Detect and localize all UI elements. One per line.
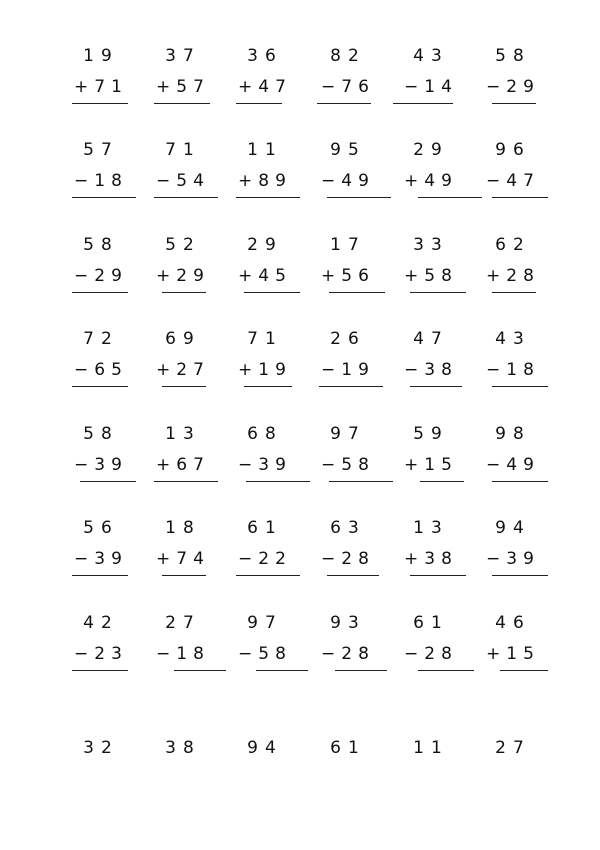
- problem-operand-line: −28: [404, 644, 458, 664]
- problem-operand-line: −39: [74, 455, 128, 475]
- answer-rule: [72, 292, 128, 293]
- math-problem: [398, 329, 464, 399]
- math-problem: [150, 140, 216, 210]
- answer-rule: [335, 670, 387, 671]
- problem-top-number: 93: [330, 613, 366, 633]
- answer-rule: [327, 197, 391, 198]
- problem-top-number: 61: [413, 613, 449, 633]
- problem-operand-line: −39: [486, 549, 540, 569]
- problem-top-number: 43: [413, 46, 449, 66]
- problem-top-number: 17: [330, 235, 366, 255]
- math-problem: [480, 329, 546, 399]
- answer-rule: [317, 103, 371, 104]
- problem-operand-line: −38: [404, 360, 458, 380]
- problem-operand-line: −18: [486, 360, 540, 380]
- math-problem: [232, 613, 298, 683]
- problem-operand-line: +56: [321, 266, 375, 286]
- problem-operand-line: +71: [74, 77, 128, 97]
- answer-rule: [154, 197, 218, 198]
- math-problem: [68, 518, 134, 588]
- answer-rule: [236, 197, 300, 198]
- problem-top-number: 43: [495, 329, 531, 349]
- problem-top-number: 57: [83, 140, 119, 160]
- problem-top-number: 58: [83, 235, 119, 255]
- math-problem: [398, 46, 464, 116]
- problem-top-number: 27: [495, 738, 531, 758]
- problem-top-number: 33: [413, 235, 449, 255]
- answer-rule: [393, 103, 453, 104]
- problem-operand-line: −28: [321, 644, 375, 664]
- math-problem: [398, 140, 464, 210]
- math-problem: [315, 424, 381, 494]
- problem-top-number: 37: [165, 46, 201, 66]
- answer-rule: [236, 575, 300, 576]
- problem-top-number: 19: [83, 46, 119, 66]
- problem-top-number: 29: [247, 235, 283, 255]
- math-problem: [232, 424, 298, 494]
- problem-operand-line: +29: [156, 266, 210, 286]
- problem-operand-line: −29: [486, 77, 540, 97]
- answer-rule: [329, 292, 385, 293]
- problem-operand-line: −49: [321, 171, 375, 191]
- answer-rule: [492, 292, 536, 293]
- problem-operand-line: +49: [404, 171, 458, 191]
- answer-rule: [410, 292, 466, 293]
- answer-rule: [492, 103, 536, 104]
- problem-top-number: 29: [413, 140, 449, 160]
- problem-operand-line: +19: [238, 360, 292, 380]
- math-problem: [480, 235, 546, 305]
- problem-top-number: 94: [495, 518, 531, 538]
- math-problem: [315, 738, 381, 808]
- problem-operand-line: +45: [238, 266, 292, 286]
- problem-operand-line: −28: [321, 549, 375, 569]
- math-problem: [150, 46, 216, 116]
- problem-top-number: 38: [165, 738, 201, 758]
- math-problem: [398, 518, 464, 588]
- problem-operand-line: +15: [404, 455, 458, 475]
- answer-rule: [329, 481, 393, 482]
- problem-operand-line: +67: [156, 455, 210, 475]
- math-problem: [480, 613, 546, 683]
- math-problem: [232, 329, 298, 399]
- math-problem: [315, 235, 381, 305]
- answer-rule: [72, 197, 136, 198]
- problem-top-number: 72: [83, 329, 119, 349]
- problem-operand-line: −18: [156, 644, 210, 664]
- problem-top-number: 18: [165, 518, 201, 538]
- problem-top-number: 58: [83, 424, 119, 444]
- answer-rule: [246, 481, 310, 482]
- math-problem: [480, 424, 546, 494]
- problem-operand-line: −19: [321, 360, 375, 380]
- answer-rule: [72, 103, 128, 104]
- answer-rule: [492, 575, 548, 576]
- problem-operand-line: +57: [156, 77, 210, 97]
- math-problem: [232, 235, 298, 305]
- problem-operand-line: +15: [486, 644, 540, 664]
- problem-top-number: 68: [247, 424, 283, 444]
- math-problem: [68, 235, 134, 305]
- math-problem: [480, 518, 546, 588]
- problem-top-number: 97: [330, 424, 366, 444]
- math-problem: [480, 738, 546, 808]
- problem-top-number: 98: [495, 424, 531, 444]
- problem-operand-line: −29: [74, 266, 128, 286]
- math-problem: [232, 46, 298, 116]
- problem-top-number: 69: [165, 329, 201, 349]
- problem-operand-line: −18: [74, 171, 128, 191]
- answer-rule: [162, 386, 206, 387]
- math-problem: [315, 518, 381, 588]
- problem-top-number: 42: [83, 613, 119, 633]
- answer-rule: [80, 481, 136, 482]
- math-problem: [150, 613, 216, 683]
- math-problem: [315, 613, 381, 683]
- problem-top-number: 63: [330, 518, 366, 538]
- problem-operand-line: −58: [238, 644, 292, 664]
- problem-top-number: 61: [330, 738, 366, 758]
- answer-rule: [244, 292, 300, 293]
- problem-top-number: 56: [83, 518, 119, 538]
- problem-operand-line: −23: [74, 644, 128, 664]
- math-problem: [68, 46, 134, 116]
- problem-operand-line: +74: [156, 549, 210, 569]
- answer-rule: [72, 386, 128, 387]
- math-problem: [68, 329, 134, 399]
- math-problem: [68, 140, 134, 210]
- problem-top-number: 58: [495, 46, 531, 66]
- problem-top-number: 82: [330, 46, 366, 66]
- problem-operand-line: +47: [238, 77, 292, 97]
- answer-rule: [162, 575, 206, 576]
- answer-rule: [418, 197, 482, 198]
- math-problem: [398, 424, 464, 494]
- problem-operand-line: −47: [486, 171, 540, 191]
- problem-top-number: 11: [247, 140, 283, 160]
- problem-operand-line: +27: [156, 360, 210, 380]
- answer-rule: [162, 292, 206, 293]
- answer-rule: [492, 481, 548, 482]
- math-problem: [398, 738, 464, 808]
- problem-top-number: 11: [413, 738, 449, 758]
- answer-rule: [319, 386, 383, 387]
- problem-top-number: 47: [413, 329, 449, 349]
- problem-operand-line: −14: [404, 77, 458, 97]
- answer-rule: [236, 103, 282, 104]
- math-problem: [150, 235, 216, 305]
- answer-rule: [72, 670, 128, 671]
- math-problem: [480, 140, 546, 210]
- math-problem: [315, 329, 381, 399]
- answer-rule: [500, 670, 548, 671]
- math-problem: [398, 613, 464, 683]
- math-problem: [315, 140, 381, 210]
- problem-operand-line: −54: [156, 171, 210, 191]
- answer-rule: [492, 197, 548, 198]
- problem-operand-line: −22: [238, 549, 292, 569]
- problem-operand-line: −76: [321, 77, 375, 97]
- math-problem: [150, 329, 216, 399]
- answer-rule: [410, 575, 466, 576]
- problem-top-number: 61: [247, 518, 283, 538]
- problem-top-number: 46: [495, 613, 531, 633]
- answer-rule: [154, 103, 210, 104]
- problem-operand-line: −65: [74, 360, 128, 380]
- answer-rule: [327, 575, 379, 576]
- problem-top-number: 62: [495, 235, 531, 255]
- math-problem: [68, 424, 134, 494]
- answer-rule: [154, 481, 218, 482]
- math-problem: [150, 424, 216, 494]
- answer-rule: [244, 386, 292, 387]
- answer-rule: [174, 670, 226, 671]
- problem-top-number: 71: [165, 140, 201, 160]
- problem-top-number: 94: [247, 738, 283, 758]
- math-problem: [232, 738, 298, 808]
- answer-rule: [72, 575, 128, 576]
- problem-operand-line: +58: [404, 266, 458, 286]
- problem-top-number: 36: [247, 46, 283, 66]
- answer-rule: [420, 481, 464, 482]
- problem-top-number: 96: [495, 140, 531, 160]
- math-problem: [232, 518, 298, 588]
- answer-rule: [256, 670, 308, 671]
- math-problem: [150, 738, 216, 808]
- problem-top-number: 71: [247, 329, 283, 349]
- problem-operand-line: −39: [74, 549, 128, 569]
- problem-operand-line: −49: [486, 455, 540, 475]
- math-problem: [398, 235, 464, 305]
- problem-top-number: 26: [330, 329, 366, 349]
- problem-operand-line: +28: [486, 266, 540, 286]
- problem-operand-line: +38: [404, 549, 458, 569]
- math-problem: [150, 518, 216, 588]
- problem-top-number: 59: [413, 424, 449, 444]
- problem-top-number: 52: [165, 235, 201, 255]
- problem-operand-line: −39: [238, 455, 292, 475]
- problem-top-number: 13: [413, 518, 449, 538]
- problem-top-number: 95: [330, 140, 366, 160]
- math-problem: [68, 613, 134, 683]
- math-problem: [315, 46, 381, 116]
- math-problem: [232, 140, 298, 210]
- problem-top-number: 13: [165, 424, 201, 444]
- answer-rule: [492, 386, 548, 387]
- math-problem: [480, 46, 546, 116]
- problem-operand-line: −58: [321, 455, 375, 475]
- problem-top-number: 97: [247, 613, 283, 633]
- answer-rule: [410, 386, 462, 387]
- problem-top-number: 27: [165, 613, 201, 633]
- problem-top-number: 32: [83, 738, 119, 758]
- problem-operand-line: +89: [238, 171, 292, 191]
- answer-rule: [418, 670, 474, 671]
- math-problem: [68, 738, 134, 808]
